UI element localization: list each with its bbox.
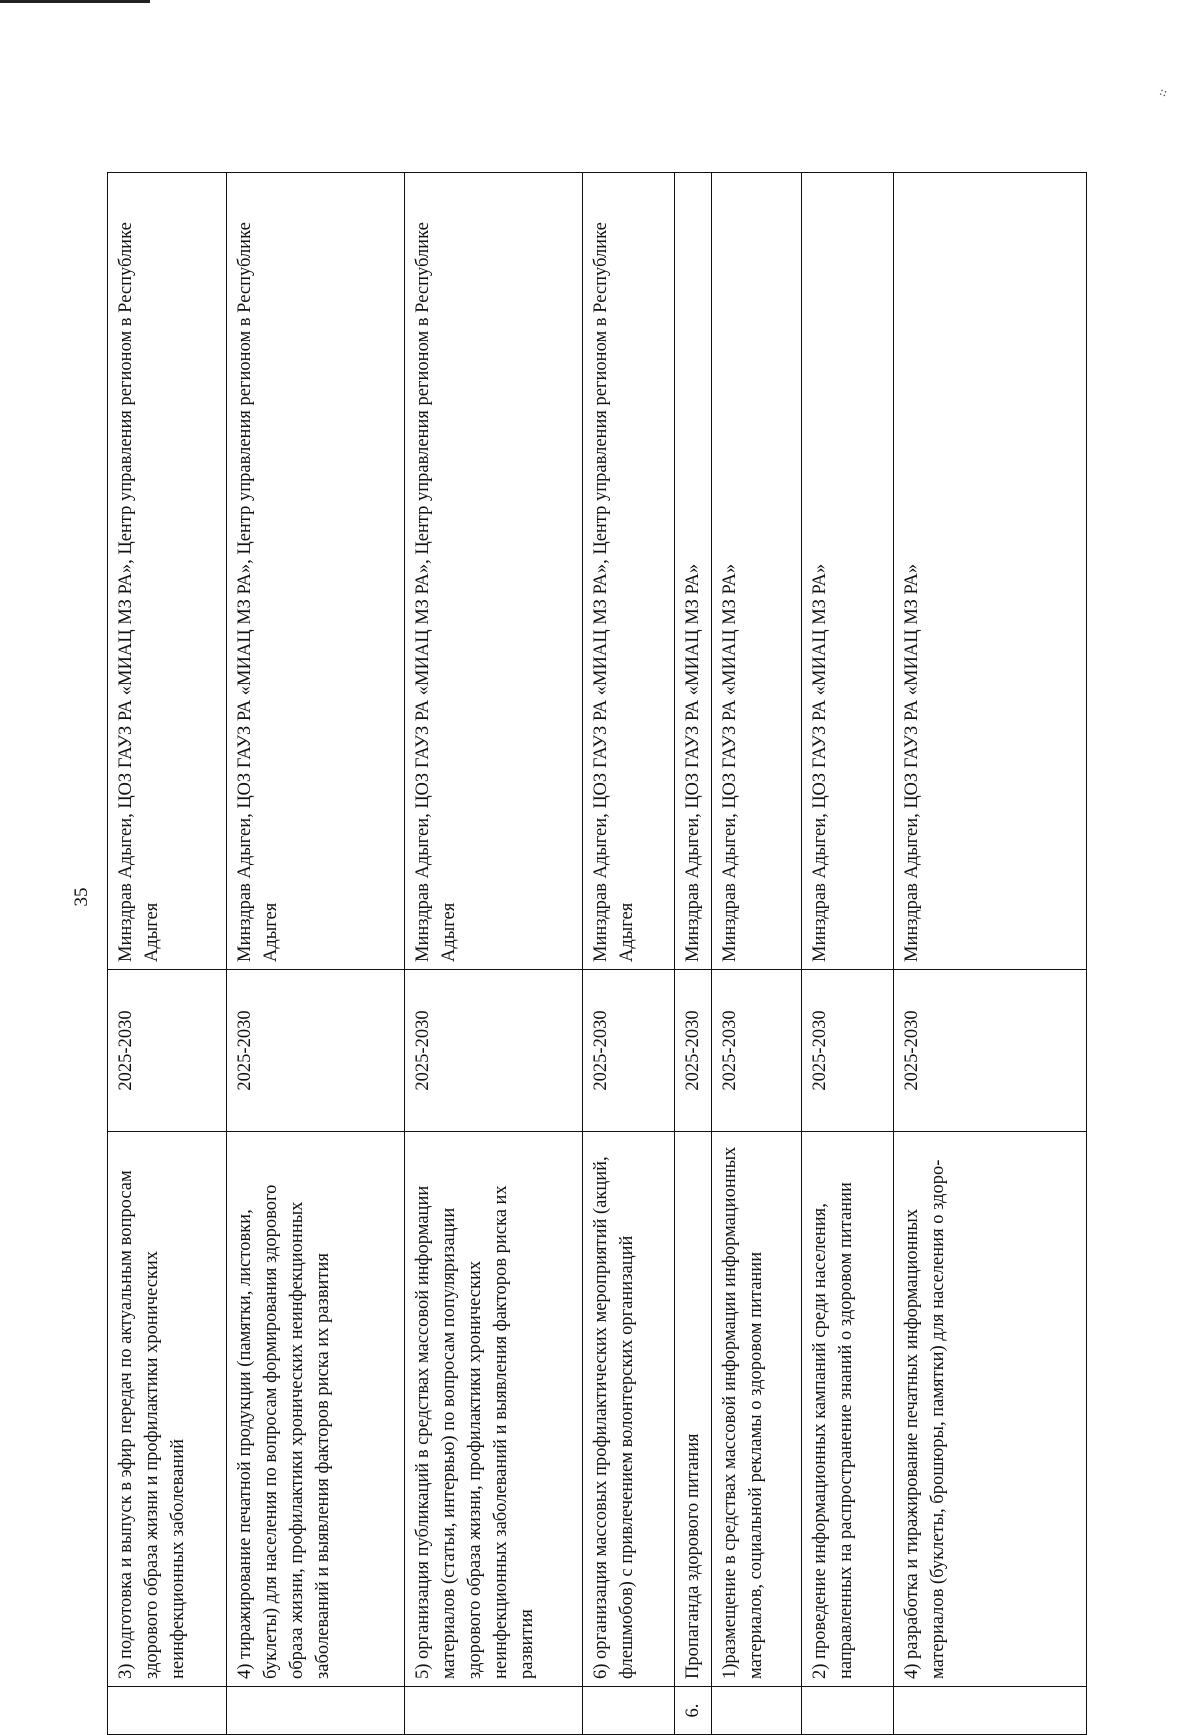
cell-executors: Минздрав Адыгеи, ЦОЗ ГАУЗ РА «МИАЦ МЗ РА», Центр управления регионом в Республике Адыгея (227, 173, 405, 970)
cell-event: 4) тиражирование печатной продукции (памятки, листовки, буклеты) для населения по вопросам формирования здорового образа жизни, профилактики хронических неинфекционных заболеваний и выявления факторов риска их развития (227, 1132, 405, 1687)
cell-period: 2025-2030 (405, 970, 583, 1132)
table-row (894, 173, 1087, 1735)
cell-period: 2025-2030 (108, 970, 227, 1132)
scan-speck: ⁘ (1155, 85, 1173, 104)
cell-executors: Минздрав Адыгеи, ЦОЗ ГАУЗ РА «МИАЦ МЗ РА» (894, 173, 1087, 970)
cell-number: 6. (675, 1687, 712, 1735)
cell-event: 1)размещение в средствах массовой информации информационных материалов, социальной рекламы о здоровом питании (712, 1132, 802, 1687)
cell-event: 5) организация публикаций в средствах массовой информации материалов (статьи, интервью) по вопросам популяризации здорового образа жизни, профилактики хронических неинфекционных заболеваний и выявления факторов риска их развития (405, 1132, 583, 1687)
cell-period: 2025-2030 (583, 970, 675, 1132)
table-row (108, 173, 227, 1735)
cell-executors: Минздрав Адыгеи, ЦОЗ ГАУЗ РА «МИАЦ МЗ РА», Центр управления регионом в Республике Адыгея (583, 173, 675, 970)
cell-event: 2) проведение информационных кампаний среди населения, направленных на распространение знаний о здоровом питании (802, 1132, 894, 1687)
table-row (583, 173, 675, 1735)
table-row (802, 173, 894, 1735)
cell-event: 4) разработка и тиражирование печатных информационных материалов (буклеты, брошюры, памятки) для населения о здоро- (894, 1132, 1087, 1687)
cell-event: 6) организация массовых профилактических мероприятий (акций, флешмобов) с привлечением волонтерских организаций (583, 1132, 675, 1687)
cell-executors: Минздрав Адыгеи, ЦОЗ ГАУЗ РА «МИАЦ МЗ РА» (802, 173, 894, 970)
cell-executors: Минздрав Адыгеи, ЦОЗ ГАУЗ РА «МИАЦ МЗ РА» (675, 173, 712, 970)
cell-period: 2025-2030 (227, 970, 405, 1132)
cell-period: 2025-2030 (712, 970, 802, 1132)
measures-table (107, 172, 1087, 1735)
measures-table-rotated (107, 173, 1082, 1735)
table-row (405, 173, 583, 1735)
cell-event: 3) подготовка и выпуск в эфир передач по актуальным вопросам здорового образа жизни и профилактики хронических неинфекционных заболеваний (108, 1132, 227, 1687)
table-row (712, 173, 802, 1735)
cell-executors: Минздрав Адыгеи, ЦОЗ ГАУЗ РА «МИАЦ МЗ РА», Центр управления регионом в Республике Адыгея (108, 173, 227, 970)
cell-executors: Минздрав Адыгеи, ЦОЗ ГАУЗ РА «МИАЦ МЗ РА», Центр управления регионом в Республике Адыгея (405, 173, 583, 970)
cell-period: 2025-2030 (894, 970, 1087, 1132)
table-row (675, 173, 712, 1735)
page-number: 35 (71, 887, 92, 907)
cell-period: 2025-2030 (802, 970, 894, 1132)
cell-executors: Минздрав Адыгеи, ЦОЗ ГАУЗ РА «МИАЦ МЗ РА» (712, 173, 802, 970)
table-row (227, 173, 405, 1735)
cell-period: 2025-2030 (675, 970, 712, 1132)
top-rule (0, 0, 150, 3)
cell-event: Пропаганда здорового питания (675, 1132, 712, 1687)
